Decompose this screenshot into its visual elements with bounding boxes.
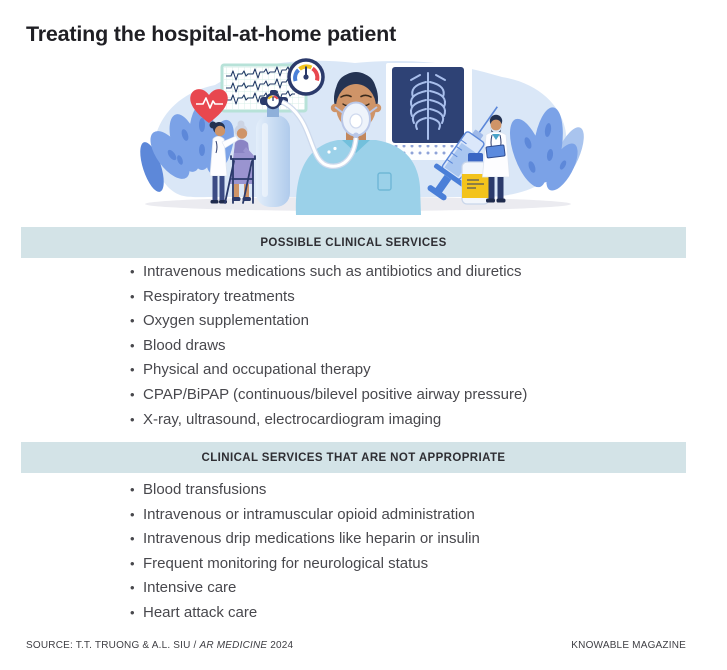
possible-services-list xyxy=(130,260,527,432)
brand-credit: KNOWABLE MAGAZINE xyxy=(571,640,686,651)
list-item: • Respiratory treatments xyxy=(130,285,527,310)
list-item: • Frequent monitoring for neurological status xyxy=(130,552,480,577)
footer xyxy=(26,640,686,651)
not-appropriate-services-list xyxy=(130,478,480,626)
list-item: • Blood transfusions xyxy=(130,478,480,503)
section-header-possible xyxy=(21,227,686,258)
source-journal: AR MEDICINE xyxy=(199,640,268,651)
xray-icon xyxy=(386,63,472,145)
list-item: • CPAP/BiPAP (continuous/bilevel positive airway pressure) xyxy=(130,383,527,408)
list-item: • Intravenous drip medications like heparin or insulin xyxy=(130,527,480,552)
section-header-not-appropriate-label: CLINICAL SERVICES THAT ARE NOT APPROPRIATE xyxy=(201,451,506,464)
list-item: • Intravenous medications such as antibiotics and diuretics xyxy=(130,260,527,285)
page-title: Treating the hospital-at-home patient xyxy=(26,22,397,47)
list-item: • Blood draws xyxy=(130,334,527,359)
list-item: • Intensive care xyxy=(130,576,480,601)
list-item: • X-ray, ultrasound, electrocardiogram imaging xyxy=(130,408,527,433)
section-header-not-appropriate xyxy=(21,442,686,473)
list-item: • Intravenous or intramuscular opioid administration xyxy=(130,503,480,528)
hospital-at-home-illustration xyxy=(130,55,590,215)
list-item: • Heart attack care xyxy=(130,601,480,626)
list-item: • Oxygen supplementation xyxy=(130,309,527,334)
section-header-possible-label: POSSIBLE CLINICAL SERVICES xyxy=(260,236,447,249)
illustration-svg xyxy=(130,55,590,215)
source-credit xyxy=(26,640,293,651)
list-item: • Physical and occupational therapy xyxy=(130,358,527,383)
gauge-icon xyxy=(289,60,323,94)
source-prefix: SOURCE: T.T. TRUONG & A.L. SIU / xyxy=(26,640,200,651)
source-suffix: 2024 xyxy=(267,640,294,651)
